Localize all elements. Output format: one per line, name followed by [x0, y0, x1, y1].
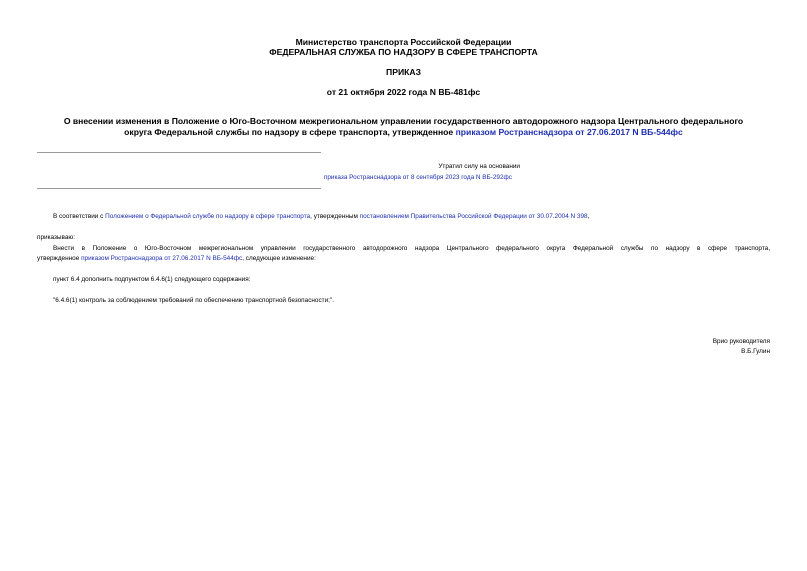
paragraph-amendment-line2: [37, 254, 316, 263]
status-note-link[interactable]: приказа Ространснадзора от 8 сентября 2023 года N ВБ-292фс: [323, 174, 512, 181]
paragraph-basis-text-a: В соответствии с: [53, 213, 106, 220]
paragraph-amendment-text-b: утвержденное: [37, 255, 82, 262]
paragraph-clause: пункт 6.4 дополнить подпунктом 6.4.6(1) следующего содержания:: [53, 276, 251, 283]
paragraph-basis-text-b: , утвержденным: [310, 213, 360, 220]
document-title-line1: О внесении изменения в Положение о Юго-Восточном межрегиональном управлении государственного автодорожного надзора Центрального федерального: [63, 116, 744, 126]
signatory-position: Врио руководителя: [712, 338, 770, 345]
document-title-line2: [0, 127, 807, 137]
paragraph-amendment-text-c: , следующее изменение:: [242, 255, 316, 262]
paragraph-basis-text-c: ,: [587, 213, 590, 220]
status-divider-bottom: [37, 188, 321, 189]
paragraph-new-subclause: "6.4.6(1) контроль за соблюдением требований по обеспечению транспортной безопасности;".: [53, 297, 334, 304]
amended-order-link[interactable]: приказом Ространснадзора от 27.06.2017 N ВБ-544фс: [81, 255, 243, 262]
title-order-link[interactable]: приказом Ространснадзора от 27.06.2017 N ВБ-544фс: [455, 127, 683, 137]
regulation-link[interactable]: Положением о Федеральной службе по надзору в сфере транспорта: [105, 213, 311, 220]
order-verb: приказываю:: [37, 234, 75, 241]
status-note-text: Утратил силу на основании: [438, 163, 520, 170]
government-decree-link[interactable]: постановлением Правительства Российской Федерации от 30.07.2004 N 398: [359, 213, 588, 220]
signatory-name: В.Б.Гулин: [741, 348, 770, 355]
service-name: ФЕДЕРАЛЬНАЯ СЛУЖБА ПО НАДЗОРУ В СФЕРЕ ТРАНСПОРТА: [269, 47, 538, 57]
ministry-name: Министерство транспорта Российской Федерации: [295, 37, 512, 47]
paragraph-amendment-line1: Внести в Положение о Юго-Восточном межрегиональном управлении государственного автодорожного надзора Центрального федерального округа Федеральной службы по надзору в сфере транспорта,: [53, 245, 770, 252]
document-title-text: округа Федеральной службы по надзору в сфере транспорта, утвержденное: [124, 127, 456, 137]
document-date: от 21 октября 2022 года N ВБ-481фс: [326, 87, 481, 97]
status-divider-top: [37, 152, 321, 153]
document-type: ПРИКАЗ: [386, 67, 421, 77]
paragraph-basis: [53, 212, 773, 221]
